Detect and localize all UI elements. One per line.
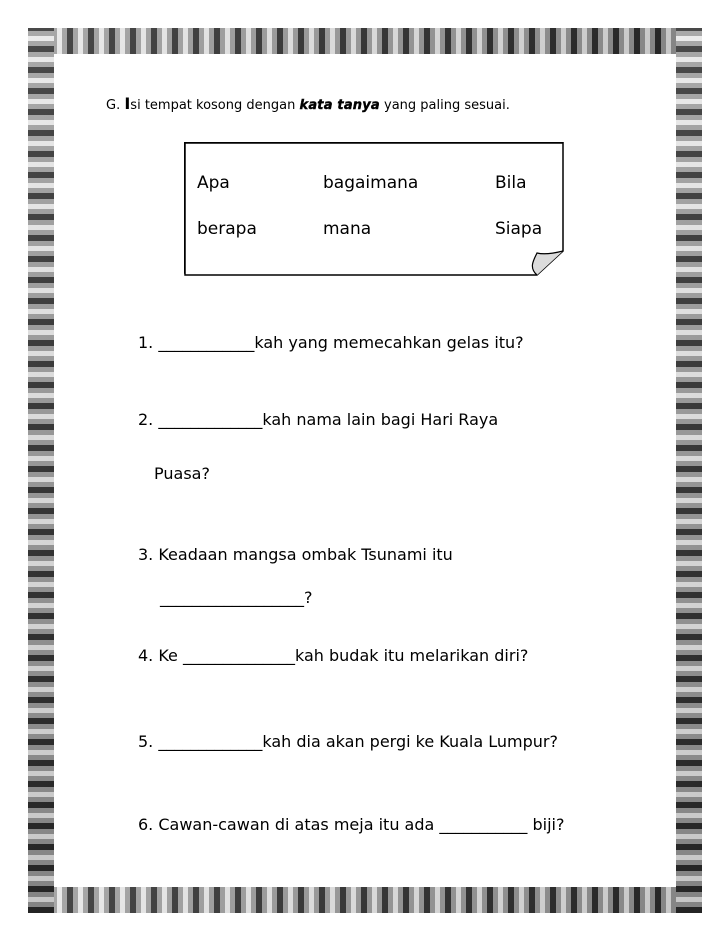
instruction bbox=[106, 94, 510, 113]
question-5: 5. _____________kah dia akan pergi ke Kuala Lumpur? bbox=[138, 732, 558, 751]
instruction-emphasis: kata tanya bbox=[299, 98, 380, 113]
word-bagaimana: bagaimana bbox=[323, 173, 419, 193]
question-2: 2. _____________kah nama lain bagi Hari Raya bbox=[138, 410, 499, 429]
folded-corner-outline bbox=[183, 141, 567, 277]
word-siapa: Siapa bbox=[495, 219, 543, 239]
instruction-prefix: G. bbox=[106, 98, 125, 113]
page-border-left bbox=[28, 28, 54, 913]
word-apa: Apa bbox=[197, 173, 230, 193]
page-border-top bbox=[28, 28, 702, 54]
word-bila: Bila bbox=[495, 173, 527, 193]
word-berapa: berapa bbox=[197, 219, 257, 239]
instruction-text-after: yang paling sesuai. bbox=[379, 98, 510, 113]
question-3: 3. Keadaan mangsa ombak Tsunami itu bbox=[138, 545, 453, 564]
page-border-bottom bbox=[28, 887, 702, 913]
word-mana: mana bbox=[323, 219, 372, 239]
word-bank-box bbox=[184, 142, 564, 274]
instruction-text-before: si tempat kosong dengan bbox=[130, 98, 300, 113]
question-4: 4. Ke ______________kah budak itu melarikan diri? bbox=[138, 646, 529, 665]
question-1: 1. ____________kah yang memecahkan gelas itu? bbox=[138, 333, 524, 352]
question-3-blank: __________________? bbox=[160, 588, 313, 607]
question-2-continuation: Puasa? bbox=[154, 464, 210, 483]
page-border-right bbox=[676, 28, 702, 913]
question-6: 6. Cawan-cawan di atas meja itu ada ___________ biji? bbox=[138, 815, 565, 834]
instruction-initial: I bbox=[124, 94, 131, 113]
